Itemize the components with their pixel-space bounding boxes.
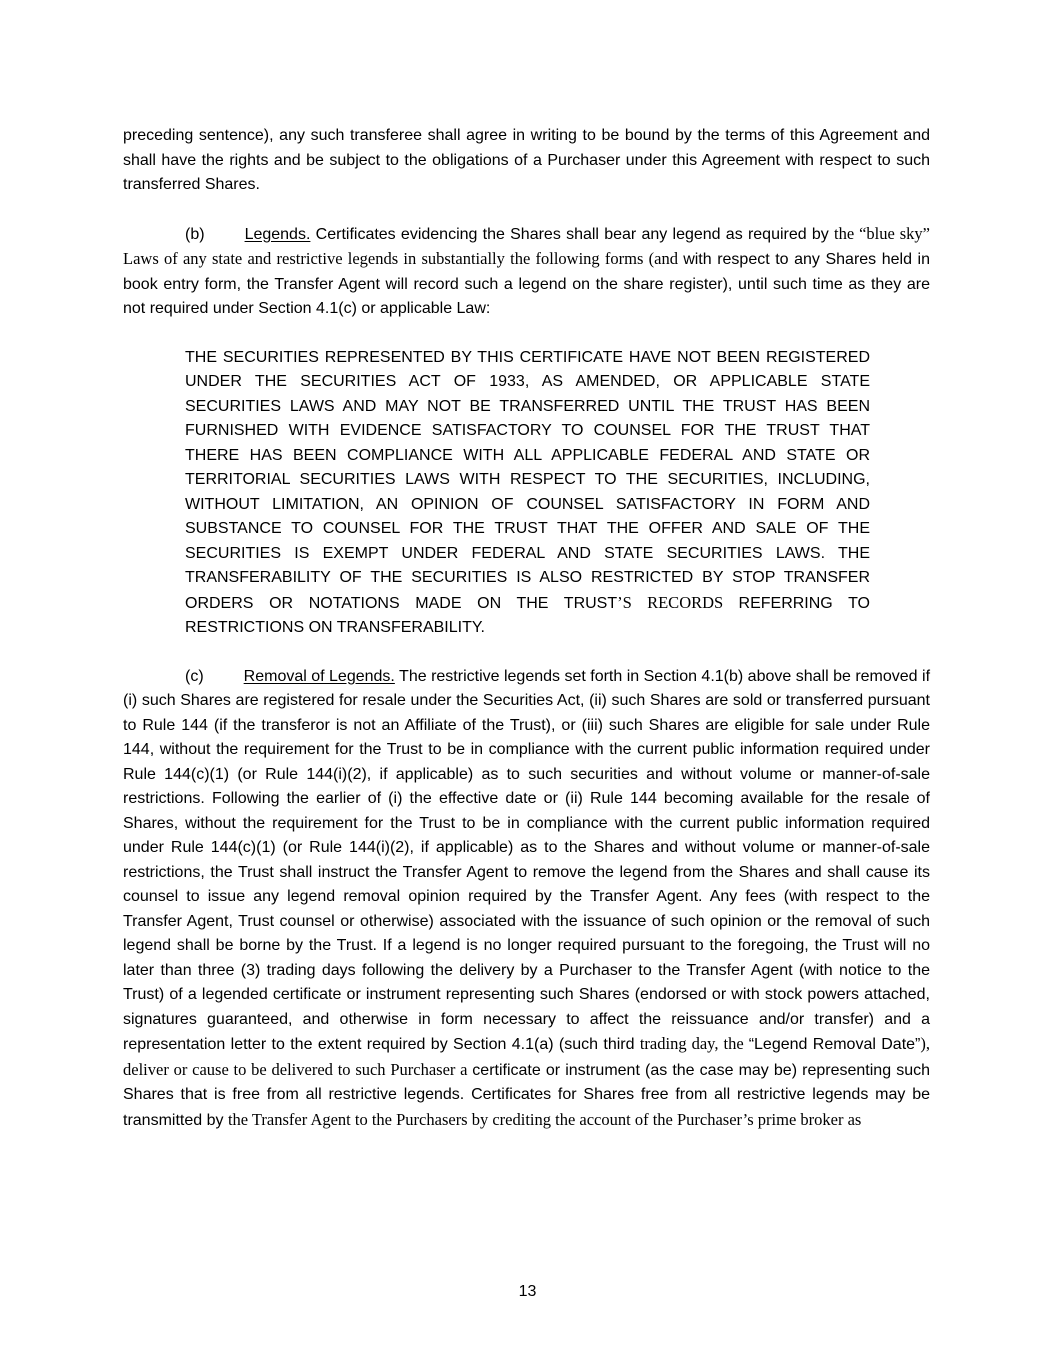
section-b-text-2: the “blue sky” Laws of any state and restrictive legends in substantially the following forms (and (123, 223, 931, 268)
section-c-text-6: the Transfer Agent to the Purchasers by crediting the account of the Purchaser’s prime broker as (227, 1109, 862, 1129)
legend-text-1: THE SECURITIES REPRESENTED BY THIS CERTIFICATE HAVE NOT BEEN REGISTERED UNDER THE SECURITIES ACT OF 1933, AS AMENDED, OR APPLICABLE STATE SECURITIES LAWS AND MAY NOT BE TRANSFERRED UNTIL THE TRUST HAS BEEN FURNISHED WITH EVIDENCE SATISFACTORY TO COUNSEL FOR THE TRUST THAT THERE HAS BEEN COMPLIANCE WITH ALL APPLICABLE FEDERAL AND STATE OR TERRITORIAL SECURITIES LAWS WITH RESPECT TO THE SECURITIES, INCLUDING, WITHOUT LIMITATION, AN OPINION OF COUNSEL SATISFACTORY IN FORM AND SUBSTANCE TO COUNSEL FOR THE TRUST THAT THE OFFER AND SALE OF THE SECURITIES IS EXEMPT UNDER FEDERAL AND STATE SECURITIES LAWS. THE TRANSFERABILITY OF THE SECURITIES IS ALSO RESTRICTED BY STOP TRANSFER ORDERS OR NOTATIONS MADE ON THE TRUST (185, 348, 870, 612)
paragraph-section-c (123, 665, 930, 1134)
page-content (123, 124, 930, 1157)
intro-text: preceding sentence), any such transferee shall agree in writing to be bound by the terms of this Agreement and shall have the rights and be subject to the obligations of a Purchaser under this Agreement with respect to such transferred Shares. (123, 127, 930, 193)
section-c-text-2: trading day, the (639, 1034, 749, 1053)
section-c-heading: Removal of Legends. (243, 667, 395, 685)
section-b-heading: Legends. (244, 225, 311, 243)
section-b-text-3: with respect to any Shares held in book entry form, the Transfer Agent will record such a legend on the share register), until such time as they are not required under Section 4.1(c) or applicable Law: (123, 251, 930, 317)
section-c-text-4: ), deliver or cause to be delivered to such Purchaser a (123, 1034, 930, 1079)
paragraph-intro (123, 124, 930, 198)
section-c-text-5: certificate or instrument (as the case may be) representing such Shares that is free from all restrictive legends. Certificates for Shares free from all restrictive legends may be transmitted by (123, 1061, 930, 1129)
securities-legend-block (185, 346, 870, 641)
legend-text-2: ’S RECORDS (617, 592, 739, 612)
section-c-label: (c) (185, 667, 204, 685)
paragraph-section-b (123, 222, 930, 322)
section-b-text-1: Certificates evidencing the Shares shall bear any legend as required by (315, 225, 835, 243)
legend-text-3: REFERRING TO RESTRICTIONS ON TRANSFERABILITY. (185, 594, 871, 636)
section-c-text-1: The restrictive legends set forth in Section 4.1(b) above shall be removed if (i) such Shares are registered for resale under the Securities Act, (ii) such Shares are sold or transferred pursuant to Rule 144 (if the transferor is not an Affiliate of the Trust), or (iii) such Shares are eligible for sale under Rule 144, without the requirement for the Trust to be in compliance with the current public information required under Rule 144(c)(1) (or Rule 144(i)(2), if applicable) as to such securities and without volume or manner-of-sale restrictions. Following the earlier of (i) the effective date or (ii) Rule 144 becoming available for the resale of Shares, without the requirement for the Trust to be in compliance with the current public information required under Rule 144(c)(1) (or Rule 144(i)(2), if applicable) as to the Shares and without volume or manner-of-sale restrictions, the Trust shall instruct the Transfer Agent to remove the legend from the Shares and shall cause its counsel to issue any legend removal opinion required by the Transfer Agent. Any fees (with respect to the Transfer Agent, Trust counsel or otherwise) associated with the issuance of such opinion or the removal of such legend shall be borne by the Trust. If a legend is no longer required pursuant to the foregoing, the Trust will no later than three (3) trading days following the delivery by a Purchaser to the Transfer Agent (with notice to the Trust) of a legended certificate or instrument representing such Shares (endorsed or with stock powers attached, signatures guaranteed, and otherwise in form necessary to affect the reissuance and/or transfer) and a representation letter to the extent required by Section 4.1(a) (such third (123, 667, 931, 1053)
page-number: 13 (518, 1283, 537, 1300)
section-b-label: (b) (185, 225, 205, 243)
section-c-defined-term: “Legend Removal Date” (748, 1036, 921, 1053)
